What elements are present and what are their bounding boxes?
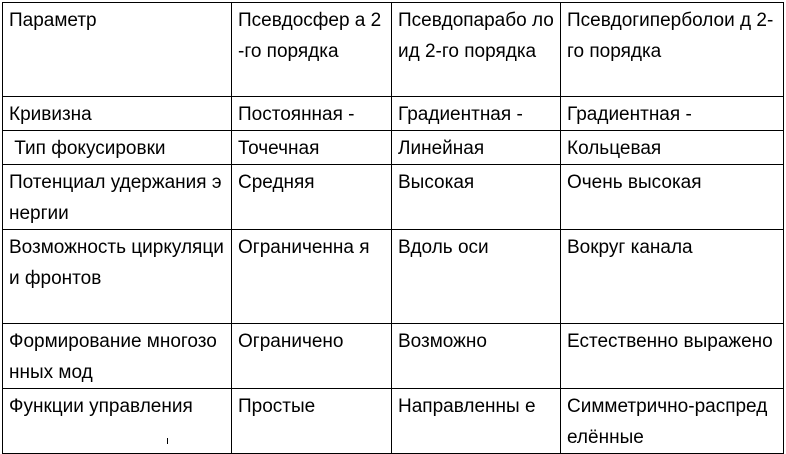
table-cell: Точечная	[232, 131, 392, 165]
table-cell: Ограничено	[232, 324, 392, 389]
row-label-cell: Функции управления	[3, 389, 232, 454]
table-cell: Симметрично-распределённые	[561, 389, 784, 454]
table-cell: Направленны е	[392, 389, 561, 454]
table-row	[3, 230, 784, 324]
table-cell: Ограниченна я	[232, 230, 392, 324]
table-cell: Простые	[232, 389, 392, 454]
table-cell: Очень высокая	[561, 165, 784, 230]
table-cell: Средняя	[232, 165, 392, 230]
row-label-cell: Кривизна	[3, 97, 232, 131]
table-cell: Линейная	[392, 131, 561, 165]
row-label-cell: Формирование многозонных мод	[3, 324, 232, 389]
header-cell-pseudosphere: Псевдосфер а 2-го порядка	[232, 3, 392, 97]
header-cell-parameter: Параметр	[3, 3, 232, 97]
table-row	[3, 165, 784, 230]
row-label-cell: Потенциал удержания энергии	[3, 165, 232, 230]
table-cell: Естественно выражено	[561, 324, 784, 389]
table-cell: Градиентная -	[392, 97, 561, 131]
table-row	[3, 97, 784, 131]
table-cell: Кольцевая	[561, 131, 784, 165]
row-label-cell: Тип фокусировки	[3, 131, 232, 165]
table-cell: Высокая	[392, 165, 561, 230]
table-cell: Вдоль оси	[392, 230, 561, 324]
continuation-line	[167, 438, 168, 444]
table-row	[3, 324, 784, 389]
table-header-row	[3, 3, 784, 97]
header-cell-pseudoparaboloid: Псевдопарабо лоид 2-го порядка	[392, 3, 561, 97]
table-cell: Градиентная -	[561, 97, 784, 131]
parameter-table	[2, 2, 784, 454]
row-label-cell: Возможность циркуляции фронтов	[3, 230, 232, 324]
table-cell: Постоянная -	[232, 97, 392, 131]
table-row	[3, 131, 784, 165]
table-cell: Вокруг канала	[561, 230, 784, 324]
table-cell: Возможно	[392, 324, 561, 389]
header-cell-pseudohyperboloid: Псевдогиперболои д 2-го порядка	[561, 3, 784, 97]
